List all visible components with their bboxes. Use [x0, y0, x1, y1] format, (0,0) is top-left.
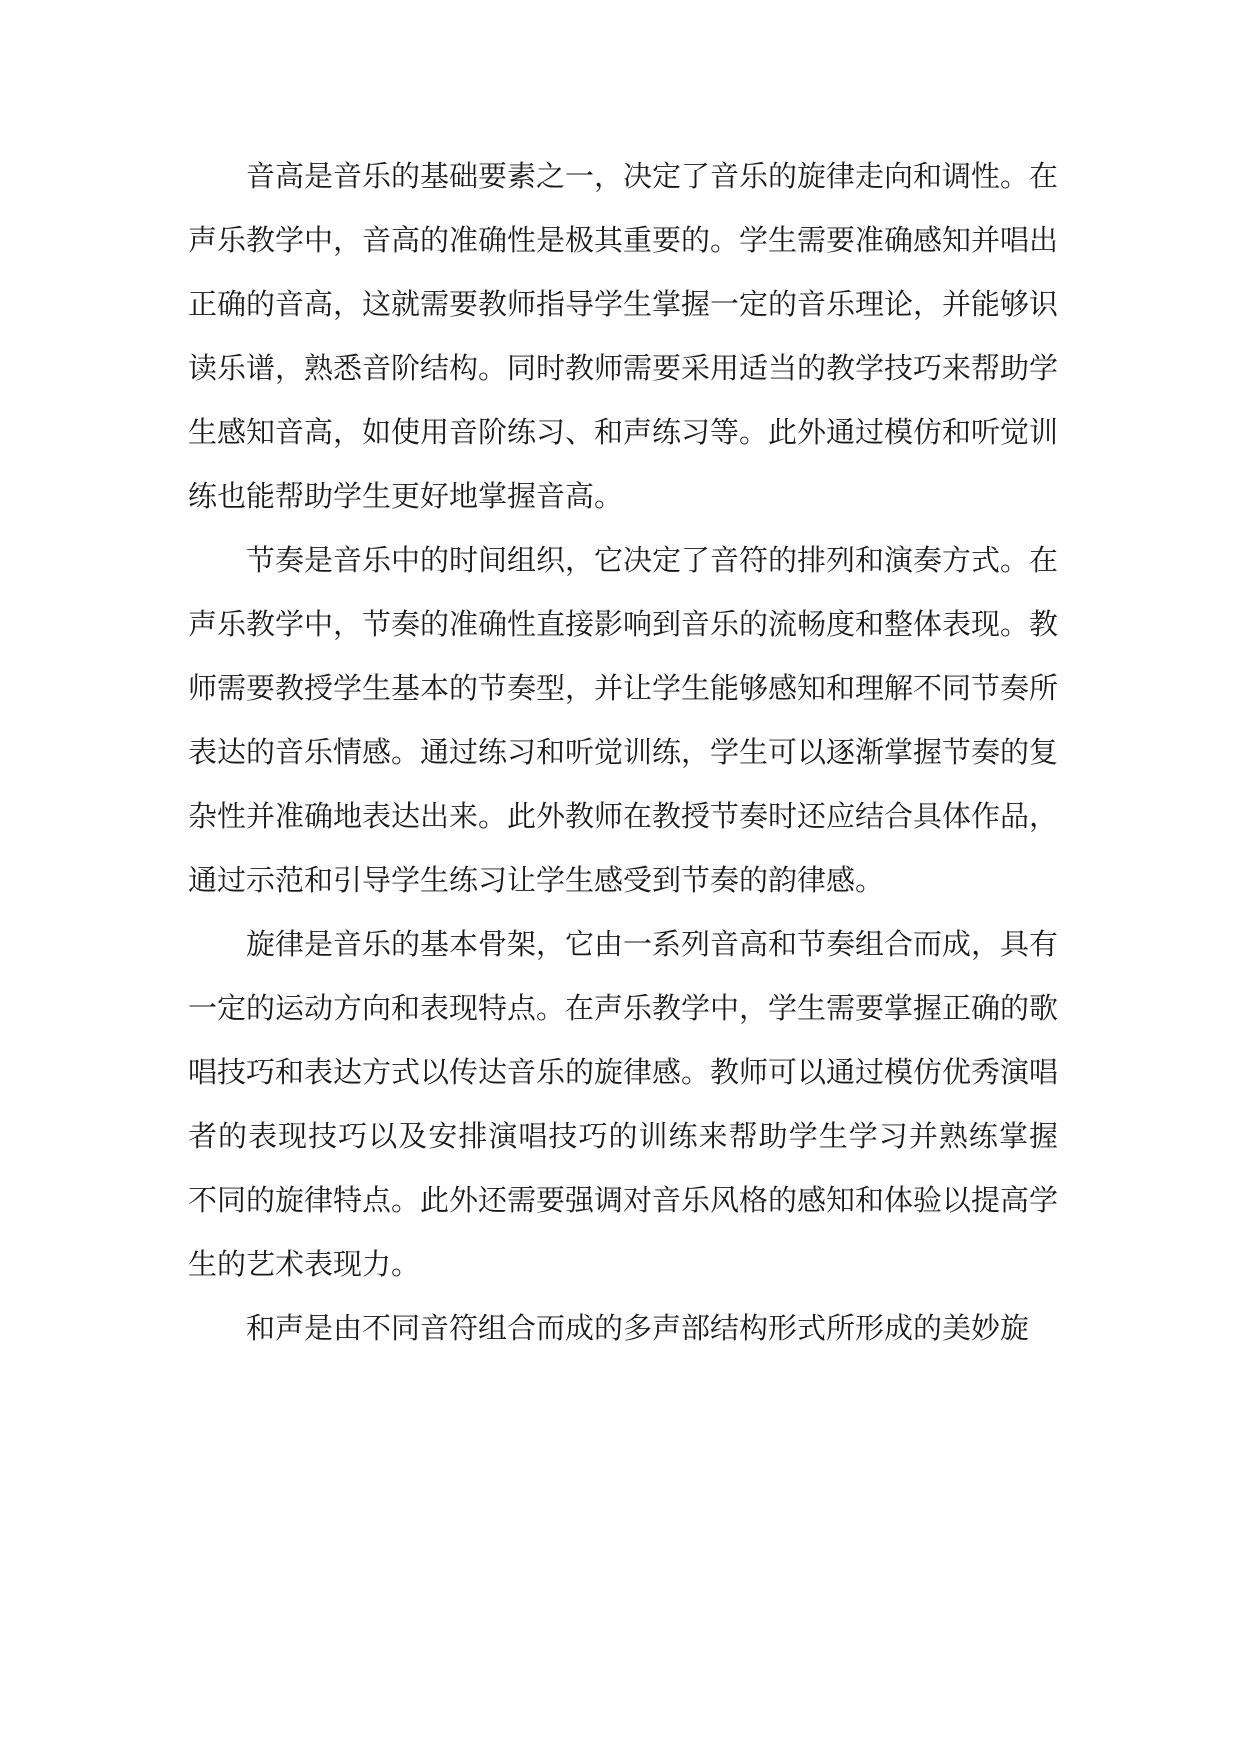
paragraph-1-line-5: 生感知音高，如使用音阶练习、和声练习等。此外通过模仿和听觉训	[188, 415, 1059, 449]
paragraph-3-line-1: 旋律是音乐的基本骨架，它由一系列音高和节奏组合而成，具有	[246, 927, 1059, 961]
paragraph-3-line-4: 者的表现技巧以及安排演唱技巧的训练来帮助学生学习并熟练掌握	[188, 1119, 1058, 1153]
paragraph-2-line-5: 杂性并准确地表达出来。此外教师在教授节奏时还应结合具体作品，	[188, 799, 1059, 833]
paragraph-2-line-1: 节奏是音乐中的时间组织，它决定了音符的排列和演奏方式。在	[246, 543, 1059, 577]
paragraph-3-line-5: 不同的旋律特点。此外还需要强调对音乐风格的感知和体验以提高学	[188, 1183, 1059, 1217]
paragraph-1-line-1: 音高是音乐的基础要素之一，决定了音乐的旋律走向和调性。在	[246, 159, 1059, 193]
paragraph-3-line-3: 唱技巧和表达方式以传达音乐的旋律感。教师可以通过模仿优秀演唱	[188, 1055, 1059, 1089]
paragraph-1-line-6: 练也能帮助学生更好地掌握音高。	[188, 479, 624, 513]
paragraph-2-line-3: 师需要教授学生基本的节奏型，并让学生能够感知和理解不同节奏所	[188, 671, 1059, 705]
paragraph-3-line-2: 一定的运动方向和表现特点。在声乐教学中，学生需要掌握正确的歌	[188, 991, 1059, 1025]
paragraph-1-line-4: 读乐谱，熟悉音阶结构。同时教师需要采用适当的教学技巧来帮助学	[188, 351, 1059, 385]
paragraph-3-line-6: 生的艺术表现力。	[188, 1247, 421, 1281]
paragraph-2-line-2: 声乐教学中，节奏的准确性直接影响到音乐的流畅度和整体表现。教	[188, 607, 1059, 641]
paragraph-2-line-4: 表达的音乐情感。通过练习和听觉训练，学生可以逐渐掌握节奏的复	[188, 735, 1059, 769]
paragraph-1-line-2: 声乐教学中，音高的准确性是极其重要的。学生需要准确感知并唱出	[188, 223, 1059, 257]
paragraph-1-line-3: 正确的音高，这就需要教师指导学生掌握一定的音乐理论，并能够识	[188, 287, 1059, 321]
body-text	[188, 144, 1058, 1360]
paragraph-4-line-1: 和声是由不同音符组合而成的多声部结构形式所形成的美妙旋	[246, 1311, 1030, 1345]
paragraph-2-line-6: 通过示范和引导学生练习让学生感受到节奏的韵律感。	[188, 863, 885, 897]
